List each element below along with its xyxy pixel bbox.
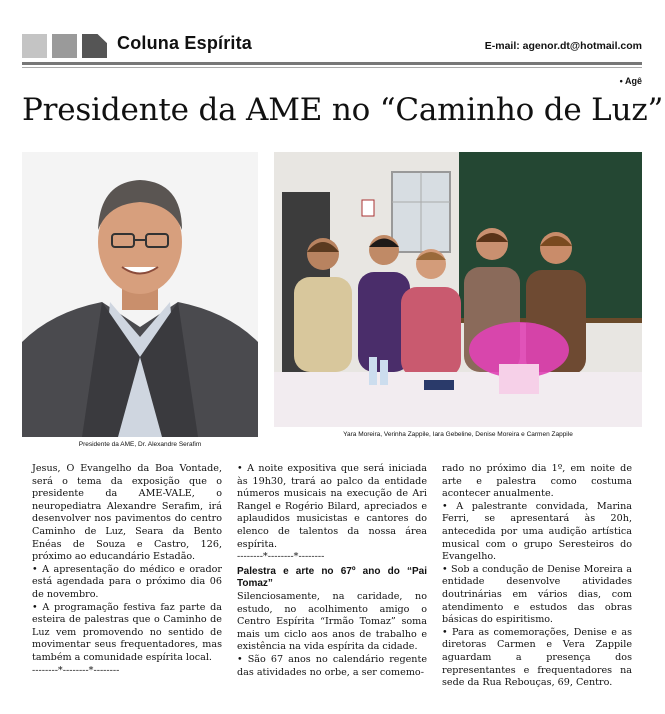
photo-caption: Presidente da AME, Dr. Alexandre Serafim — [78, 441, 202, 448]
email-address[interactable]: E-mail: agenor.dt@hotmail.com — [484, 40, 642, 52]
paragraph: rado no próximo dia 1º, em noite de arte e palestra como costuma acontecer anualmente. — [442, 463, 632, 500]
paragraph: • Para as comemorações, Denise e as diretoras Carmen e Vera Zappile aguardam a presença dos representantes e frequentadores na sede da Rua Rebouças, 69, Centro. — [442, 626, 632, 689]
article-column — [442, 463, 632, 690]
paragraph: Jesus, O Evangelho da Boa Vontade, será o tema da exposição que o presidente da AME-VALE, o neuropediatra Alexandre Serafim, irá desenvolver nos pavimentos do centro Caminho de Luz, Seara da Bento Enéas de Souza e Castro, 126, próximo ao educandário Estadão. — [32, 463, 222, 563]
separator: --------*--------*-------- — [237, 551, 325, 563]
paragraph: • São 67 anos no calendário regente das atividades no orbe, a ser comemo- — [237, 653, 427, 678]
article-column — [32, 463, 222, 677]
paragraph: • Sob a condução de Denise Moreira a entidade desenvolve atividades doutrinárias em vários dias, com atendimento e estudos das obras básicas do espiritismo. — [442, 563, 632, 626]
separator: --------*--------*-------- — [32, 664, 120, 676]
subheading: Palestra e arte no 67º ano do “Pai Tomaz” — [237, 565, 427, 590]
header-rule — [22, 62, 642, 65]
header-square-icon — [22, 34, 47, 58]
paragraph: • A programação festiva faz parte da esteira de palestras que o Caminho de Luz vem promovendo no sentido de movimentar seus frequentadores, mas também a comunidade espírita local. — [32, 601, 222, 663]
paragraph: • A apresentação do médico e orador está agendada para o próximo dia 06 de novembro. — [32, 563, 222, 600]
headline: Presidente da AME no “Caminho de Luz” — [22, 92, 664, 128]
paragraph: • A palestrante convidada, Marina Ferri, se apresentará às 20h, antecedida por uma audição artística musical com o grupo Seresteiros do Evangelho. — [442, 500, 632, 563]
paragraph: • A noite expositiva que será iniciada às 19h30, trará ao palco da entidade números musicais na execução de Ari Rangel e Rogério Bilard, apreciados e aplaudidos musicistas e cantores do elenco de talentos da nossa área espírita. — [237, 463, 427, 550]
header-square-icon — [52, 34, 77, 58]
photo-caption: Yara Moreira, Verinha Zappile, Iara Gebeline, Denise Moreira e Carmen Zappile — [343, 431, 573, 438]
column-header — [22, 30, 642, 60]
portrait-photo — [22, 152, 258, 437]
header-rule-thin — [22, 67, 642, 68]
section-title: Coluna Espírita — [117, 33, 253, 53]
header-folded-square-icon — [82, 34, 107, 58]
group-photo — [274, 152, 642, 427]
byline: • Agê — [619, 76, 642, 86]
paragraph: Silenciosamente, na caridade, no estudo, no acolhimento amigo o Centro Espírita “Irmão Tomaz” soma mais um ciclo aos anos de trabalho e existência na vida espírita da cidade. — [237, 590, 427, 653]
article-column — [237, 463, 427, 679]
